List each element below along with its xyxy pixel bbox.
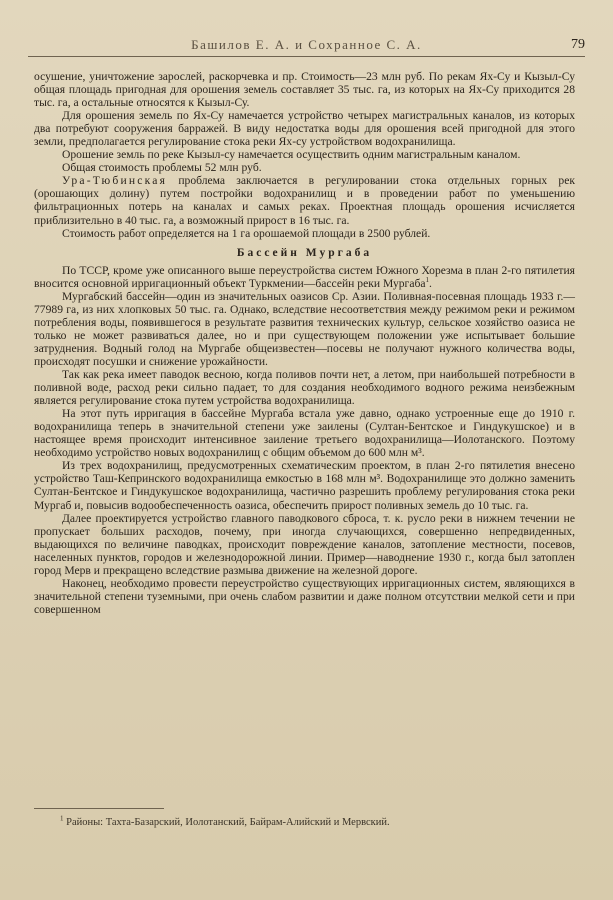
paragraph-murgab-5: Из трех водохранилищ, предусмотренных схематическим проектом, в план 2-го пятилетия внесено устройство Таш-Кепринского водохранилища емкостью в 168 млн м³. Водохранилище это должно заменить Султан-Бентское и Гиндукушское водохранилища, частично разрешить проблему регулирования стока реки Мургаб и, повысив водообеспеченность оазиса, обеспечить прирост поливных земель до 10 тыс. га. — [34, 459, 575, 512]
footnote-text: Районы: Тахта-Базарский, Иолотанский, Байрам-Алийский и Мервский. — [63, 817, 390, 828]
paragraph-murgab-1 — [34, 264, 575, 290]
paragraph-murgab-3: Так как река имеет паводок весною, когда поливов почти нет, а летом, при наибольшей потребности в поливной воде, расход реки сильно падает, то для создания необходимого водного режима неизбежным является регулирование стока путем устройства водохранилища. — [34, 368, 575, 408]
paragraph-murgab-1-tail: . — [429, 276, 432, 290]
section-heading: Бассейн Мургаба — [236, 246, 373, 259]
spaced-term: Ура-Тюбинская — [62, 174, 168, 188]
paragraph-murgab-4: На этот путь ирригация в бассейне Мургаба встала уже давно, однако устроенные еще до 1910 г. водохранилища теперь в значительной степени уже заилены (Султан-Бентское и Гиндукушское) и в настоящее время происходит интенсивное заиление третьего водохранилища—Иолотанского. Поэтому необходимо устройство новых водохранилищ с общим объемом до 600 млн м³. — [34, 407, 575, 460]
paragraph-2: Для орошения земель по Ях-Су намечается устройство четырех магистральных каналов, из которых два потребуют сооружения барражей. В виду недостатка воды для орошения всей пригодной для этого земли, предполагается регулирование стока реки Ях-су устройством водохранилища. — [34, 109, 575, 149]
footnote-marker: 1 — [60, 814, 64, 823]
paragraph-murgab-7: Наконец, необходимо провести переустройство существующих ирригационных систем, являющихся в значительной степени туземными, при очень слабом развитии и даже полном отсутствии мелкой сети и при совершенном — [34, 576, 575, 616]
paragraph-cost: Стоимость работ определяется на 1 га орошаемой площади в 2500 рублей. — [62, 226, 431, 240]
footnote-divider — [34, 808, 164, 809]
page-body — [34, 70, 575, 616]
footnote-ref: 1 — [425, 275, 430, 284]
paragraph-3: Орошение земль по реке Кызыл-су намечается осуществить одним магистральным каналом. — [62, 148, 521, 162]
paragraph-murgab-2: Мургабский бассейн—один из значительных оазисов Ср. Азии. Поливная-посевная площадь 1933 г.—77989 га, из них хлопковых 50 тыс. га. Однако, вследствие несоответствия между режимом реки и режимом потребления воды, появившегося в результате развития технических культур, сельское хозяйство оазиса не только не может развиваться далее, но и при существующем положении уже испытывает большие затруднения. Водный голод на Мургабе общеизвестен—посевы не получают нужного количества воды, происходят посушки и снижение урожайности. — [34, 289, 575, 368]
paragraph-ura-tyube — [34, 174, 575, 226]
paragraph-murgab-6: Далее проектируется устройство главного паводкового сброса, т. к. русло реки в нижнем течении не пропускает больших расходов, почему, при иногда случающихся, совершенно непредвиденных, выдающихся по величине паводках, происходит повреждение каналов, затопление местности, посевов, населенных пунктов, городов и железнодорожной линии. Пример—наводнение 1930 г., когда был затоплен город Мерв и прекращено вследствие размыва движение на железной дороге. — [34, 511, 575, 577]
paragraph-ura-text: проблема заключается в регулировании стока отдельных горных рек (орошающих долину) путем постройки водохранилищ и в проведении работ по уменьшению фильтрационных потерь на каналах и самых реках. Проектная площадь орошения исчисляется приблизительно в 40 тыс. га, а возможный прирост в 16 тыс. га. — [34, 174, 575, 227]
paragraph-4: Общая стоимость проблемы 52 млн руб. — [62, 161, 262, 175]
footnote — [60, 814, 575, 828]
running-head: Башилов Е. А. и Сохранное С. А. — [191, 37, 422, 52]
paragraph-murgab-1-text: По ТССР, кроме уже описанного выше переустройства систем Южного Хорезма в план 2-го пятилетия вносится основной ирригационный объект Туркмении—бассейн реки Мургаба — [34, 263, 575, 290]
page-header — [28, 34, 585, 57]
page-number: 79 — [571, 37, 585, 52]
paragraph-1: осушение, уничтожение зарослей, раскорчевка и пр. Стоимость—23 млн руб. По рекам Ях-Су и Кызыл-Су общая площадь пригодная для орошения земель составляет 35 тыс. га, из которых на Ях-Су приходится 28 тыс. га, а остальные относятся к Кызыл-Су. — [34, 70, 575, 110]
